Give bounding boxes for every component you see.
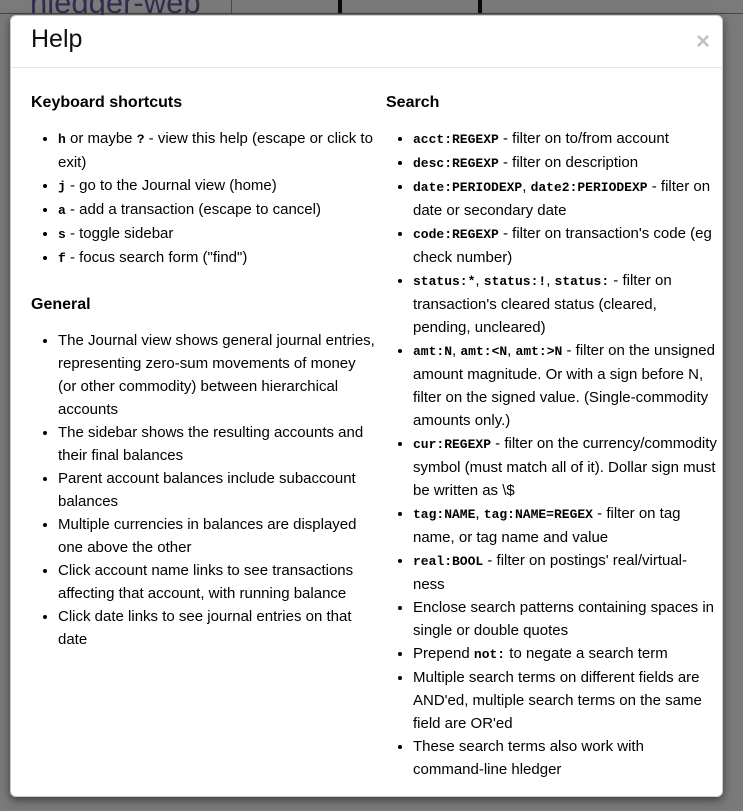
section-heading: General — [31, 295, 91, 313]
modal-title: Help — [31, 25, 83, 53]
list-item-text: Click date links to see journal entries on that date — [58, 607, 352, 648]
list-item — [413, 549, 717, 596]
list-item-text: - view this help (escape or click to exit) — [58, 129, 373, 171]
help-list — [31, 329, 376, 651]
list-item — [58, 605, 376, 651]
list-item-text: - focus search form ("find") — [65, 248, 248, 266]
code-snippet: status:! — [483, 273, 547, 289]
code-snippet: j — [58, 178, 66, 194]
code-snippet: date2:PERIODEXP — [530, 179, 648, 195]
list-item-text: These search terms also work with command-line hledger — [413, 737, 644, 778]
code-snippet: real:BOOL — [413, 553, 484, 569]
list-item-text: to negate a search term — [505, 644, 668, 662]
list-item-text: Enclose search patterns containing spaces in single or double quotes — [413, 598, 715, 639]
code-snippet: s — [58, 226, 66, 242]
code-snippet: status:* — [413, 273, 476, 289]
code-snippet: not: — [473, 646, 506, 662]
list-item-text: - filter on postings' real/virtual-ness — [413, 551, 687, 593]
list-item-text: , — [452, 341, 461, 359]
list-item — [58, 329, 376, 421]
list-item-text: , — [546, 271, 555, 289]
code-snippet: acct:REGEXP — [413, 131, 499, 147]
list-item — [58, 174, 376, 198]
list-item-text: - filter on description — [498, 153, 639, 171]
code-snippet: amt:<N — [460, 343, 508, 359]
list-item-text: , — [475, 504, 484, 522]
list-item-text: - filter on transaction's cleared status (cleared, pending, uncleared) — [413, 271, 672, 336]
list-item-text: Prepend — [413, 644, 474, 662]
list-item — [413, 596, 717, 642]
code-snippet: desc:REGEXP — [413, 155, 499, 171]
list-item-text: The sidebar shows the resulting accounts and their final balances — [58, 423, 364, 464]
modal-body — [11, 68, 722, 811]
help-modal — [10, 15, 723, 797]
modal-header — [11, 16, 722, 68]
list-item — [58, 127, 376, 174]
list-item — [413, 222, 717, 269]
help-list — [386, 127, 717, 781]
code-snippet: tag:NAME=REGEX — [483, 506, 593, 522]
list-item — [413, 735, 717, 781]
list-item-text: - filter on tag name, or tag name and value — [413, 504, 681, 546]
list-item — [58, 198, 376, 222]
list-item-text: , — [507, 341, 516, 359]
list-item — [413, 151, 717, 175]
code-snippet: date:PERIODEXP — [413, 179, 523, 195]
list-item-text: - toggle sidebar — [65, 224, 174, 242]
list-item — [413, 502, 717, 549]
list-item — [58, 421, 376, 467]
list-item — [413, 269, 717, 339]
list-item — [58, 559, 376, 605]
list-item-text: - filter on date or secondary date — [413, 177, 711, 219]
list-item-text: - filter on transaction's code (eg check number) — [413, 224, 712, 266]
code-snippet: f — [58, 250, 66, 266]
list-item — [413, 339, 717, 432]
section-heading: Search — [386, 93, 440, 111]
help-list — [31, 127, 376, 270]
list-item-text: Click account name links to see transactions affecting that account, with running balance — [58, 561, 354, 602]
list-item-text: Parent account balances include subaccount balances — [58, 469, 356, 510]
code-snippet: status: — [554, 273, 610, 289]
list-item-text: - filter on the unsigned amount magnitude. Or with a sign before N, filter on the signed value. (Single-commodity amounts only.) — [413, 341, 715, 429]
code-snippet: a — [58, 202, 66, 218]
list-item — [413, 127, 717, 151]
list-item-text: Multiple currencies in balances are displayed one above the other — [58, 515, 357, 556]
list-item — [58, 246, 376, 270]
list-item — [413, 175, 717, 222]
list-item — [58, 513, 376, 559]
list-item-text: , — [522, 177, 531, 195]
list-item-text: - filter on to/from account — [498, 129, 669, 147]
help-column-left — [31, 68, 376, 781]
list-item-text: - filter on the currency/commodity symbol (must match all of it). Dollar sign must be written as \$ — [413, 434, 717, 499]
list-item-text: , — [475, 271, 484, 289]
list-item-text: - add a transaction (escape to cancel) — [65, 200, 321, 218]
list-item — [413, 432, 717, 502]
list-item-text: Multiple search terms on different fields are AND'ed, multiple search terms on the same field are OR'ed — [413, 668, 702, 732]
list-item-text: or maybe — [65, 129, 137, 147]
list-item-text: The Journal view shows general journal entries, representing zero-sum movements of money (or other commodity) between hierarchical accounts — [58, 331, 375, 418]
list-item — [58, 222, 376, 246]
list-item-text: - go to the Journal view (home) — [65, 176, 277, 194]
code-snippet: tag:NAME — [413, 506, 476, 522]
code-snippet: h — [58, 131, 66, 147]
code-snippet: code:REGEXP — [413, 226, 499, 242]
code-snippet: cur:REGEXP — [413, 436, 492, 452]
list-item — [413, 642, 717, 666]
code-snippet: amt:>N — [515, 343, 563, 359]
list-item — [413, 666, 717, 735]
section-heading: Keyboard shortcuts — [31, 93, 183, 111]
close-icon[interactable]: × — [695, 28, 710, 55]
help-column-right — [386, 68, 717, 781]
code-snippet: ? — [136, 131, 145, 147]
code-snippet: amt:N — [413, 343, 453, 359]
list-item — [58, 467, 376, 513]
